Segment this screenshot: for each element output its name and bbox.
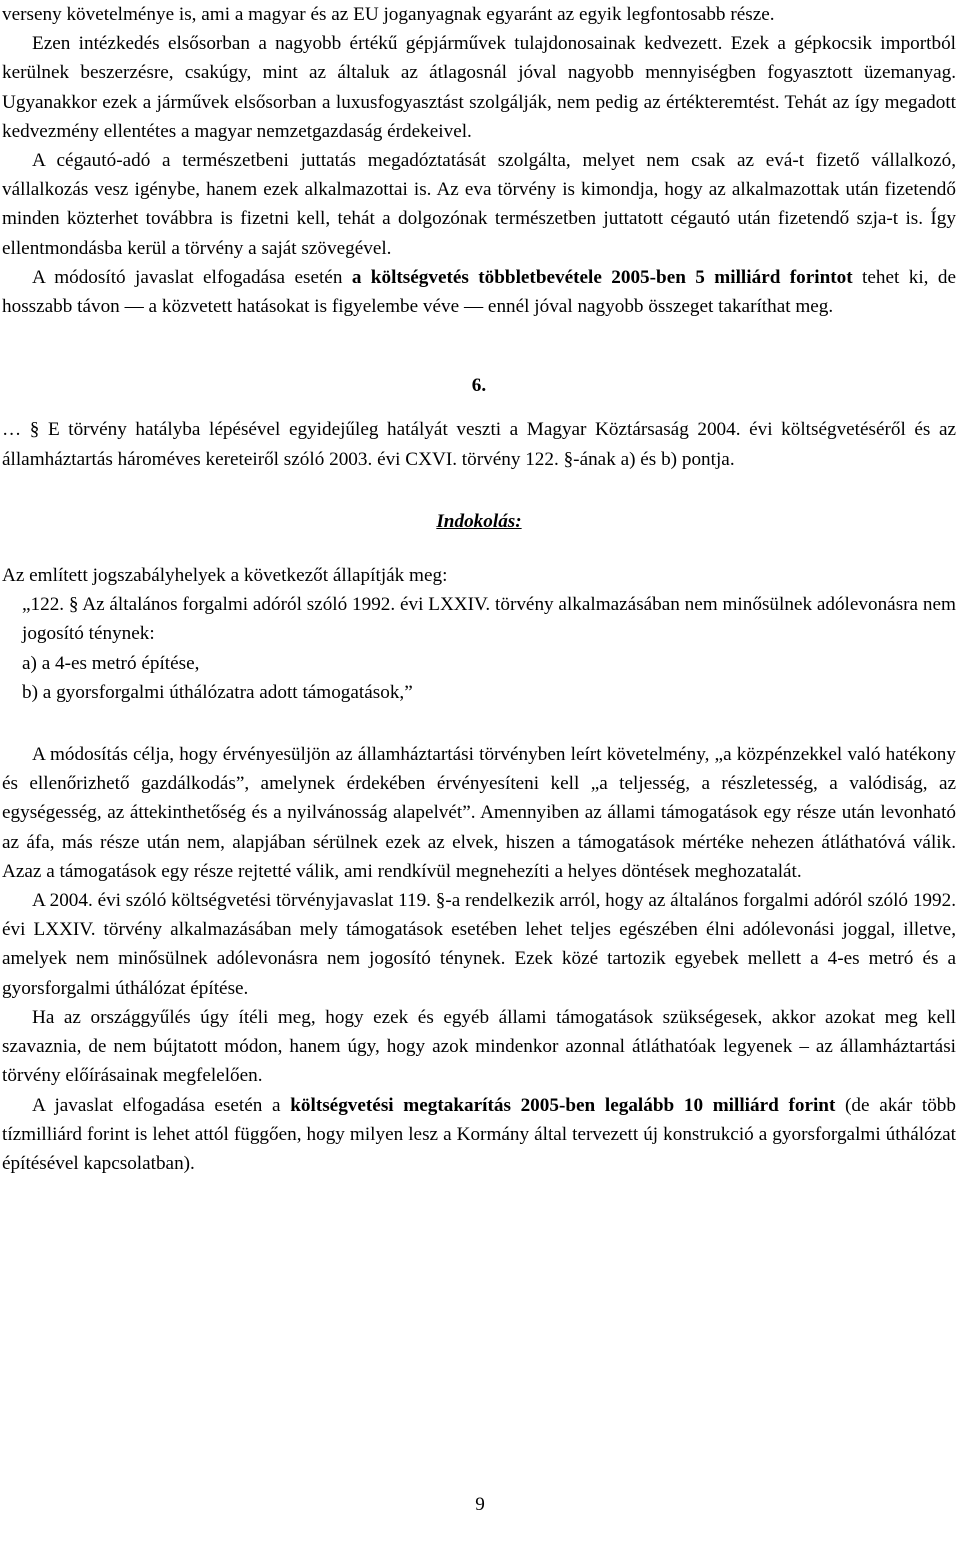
paragraph-text: Ha az országgyűlés úgy ítéli meg, hogy ezek és egyéb állami támogatások szükségesek, akkor azokat meg kell szavaznia, de nem bújtatott módon, hanem úgy, hogy azok mindenkor azonnal átláthatóak legyenek – az államháztartási törvény előírásainak megfelelően. <box>2 1006 956 1087</box>
paragraph-text: tehet ki, de hosszabb távon — a közvetett hatásokat is figyelembe véve — ennél jóval nagyobb összeget takaríthat meg. <box>2 266 956 318</box>
spacer <box>2 707 956 740</box>
list-item-text: a) a 4-es metró építése, <box>22 652 200 674</box>
paragraph-parliament <box>2 1003 956 1091</box>
quoted-item-b <box>2 678 956 707</box>
paragraph-budget-revenue <box>2 263 956 321</box>
paragraph-text: A módosító javaslat elfogadása esetén <box>32 266 352 288</box>
section-number-text: 6. <box>471 375 487 397</box>
paragraph-text: „122. § Az általános forgalmi adóról szóló 1992. évi LXXIV. törvény alkalmazásában nem minősülnek adólevonásra nem jogosító ténynek: <box>22 594 956 645</box>
paragraph-text: Ezen intézkedés elsősorban a nagyobb értékű gépjárművek tulajdonosainak kedvezett. Ezek a gépkocsik importból kerülnek beszerzésre, csakúgy, mint az általuk az átlagosnál jóval nagyobb mennyiségben fogyasztott üzemanyag. Ugyanakkor ezek a járművek elsősorban a luxusfogyasztást szolgálják, nem pedig az értékteremtést. Tehát az így megadott kedvezmény ellentétes a magyar nemzetgazdaság érdekeivel. <box>2 33 956 142</box>
paragraph-budget-bill <box>2 886 956 1003</box>
paragraph-text: A cégautó-adó a természetbeni juttatás megadóztatását szolgálta, melyet nem csak az evá-t fizető vállalkozó, vállalkozás vesz igénybe, hanem ezek alkalmazottai is. Az eva törvény is kimondja, hogy az alkalmazottak után fizetendő minden közterhet továbbra is fizetni kell, tehát a dolgozónak természetben juttatott cégautó után fizetendő szja-t is. Így ellentmondásba kerül a törvény a saját szövegével. <box>2 150 956 259</box>
quoted-provision <box>2 590 956 648</box>
paragraph-company-car-benefit <box>2 29 956 146</box>
paragraph-purpose <box>2 740 956 886</box>
justification-intro <box>2 561 956 590</box>
justification-heading: Indokolás: <box>436 510 522 532</box>
paragraph-text: A javaslat elfogadása esetén a <box>32 1094 291 1116</box>
paragraph-text: Az említett jogszabályhelyek a következőt állapítják meg: <box>2 565 448 587</box>
page-number: 9 <box>475 1494 485 1515</box>
paragraph-text: A 2004. évi szóló költségvetési törvényjavaslat 119. §-a rendelkezik arról, hogy az általános forgalmi adóról szóló 1992. évi LXXIV. törvény alkalmazásában mely támogatások esetében lehet teljes egészében élni adólevonási joggal, illetve, amelyek nem minősülnek adólevonásra nem jogosító ténynek. Ezek közé tartozik egyebek mellett a 4-es metró és a gyorsforgalmi úthálózat építése. <box>2 890 956 999</box>
bold-emphasis: költségvetési megtakarítás 2005-ben legalább 10 milliárd forint <box>290 1094 836 1116</box>
paragraph-text: (de akár több tízmilliárd forint is lehet attól függően, hogy milyen lesz a Kormány által tervezett új konstrukció a gyorsforgalmi úthálózat építésével kapcsolatban). <box>2 1094 956 1174</box>
paragraph-continuation <box>2 0 956 29</box>
paragraph-text: … § E törvény hatályba lépésével egyidejűleg hatályát veszti a Magyar Köztársaság 2004. évi költségvetéséről és az államháztartás hároméves kereteiről szóló 2003. évi CXVI. törvény 122. §-ának a) és b) pontja. <box>2 419 956 470</box>
bold-emphasis: a költségvetés többletbevétele 2005-ben 5 milliárd forintot <box>351 266 853 288</box>
section-paragraph <box>2 415 956 473</box>
list-item-text: b) a gyorsforgalmi úthálózatra adott támogatások,” <box>22 681 413 703</box>
paragraph-savings <box>2 1091 956 1179</box>
paragraph-company-car-tax <box>2 146 956 263</box>
quoted-item-a <box>2 649 956 678</box>
paragraph-text: A módosítás célja, hogy érvényesüljön az államháztartási törvényben leírt követelmény, „a közpénzekkel való hatékony és ellenőrizhető gazdálkodás”, amelynek érdekében érvényesíteni kell „a teljesség, a részletesség, a valódiság, az egységesség, az áttekinthetőség és a nyilvánosság alapelvét”. Amennyiben az állami támogatások egy része után levonható az áfa, más része után nem, alapjában sérülnek ezek az elvek, hiszen a támogatások mértéke nehezen átláthatóvá válik. Azaz a támogatások egy része rejtetté válik, ami rendkívül megnehezíti a helyes döntések meghozatalát. <box>2 744 956 882</box>
section-number <box>2 371 956 400</box>
paragraph-text: verseny követelménye is, ami a magyar és az EU joganyagnak egyaránt az egyik legfontosabb része. <box>2 4 775 25</box>
